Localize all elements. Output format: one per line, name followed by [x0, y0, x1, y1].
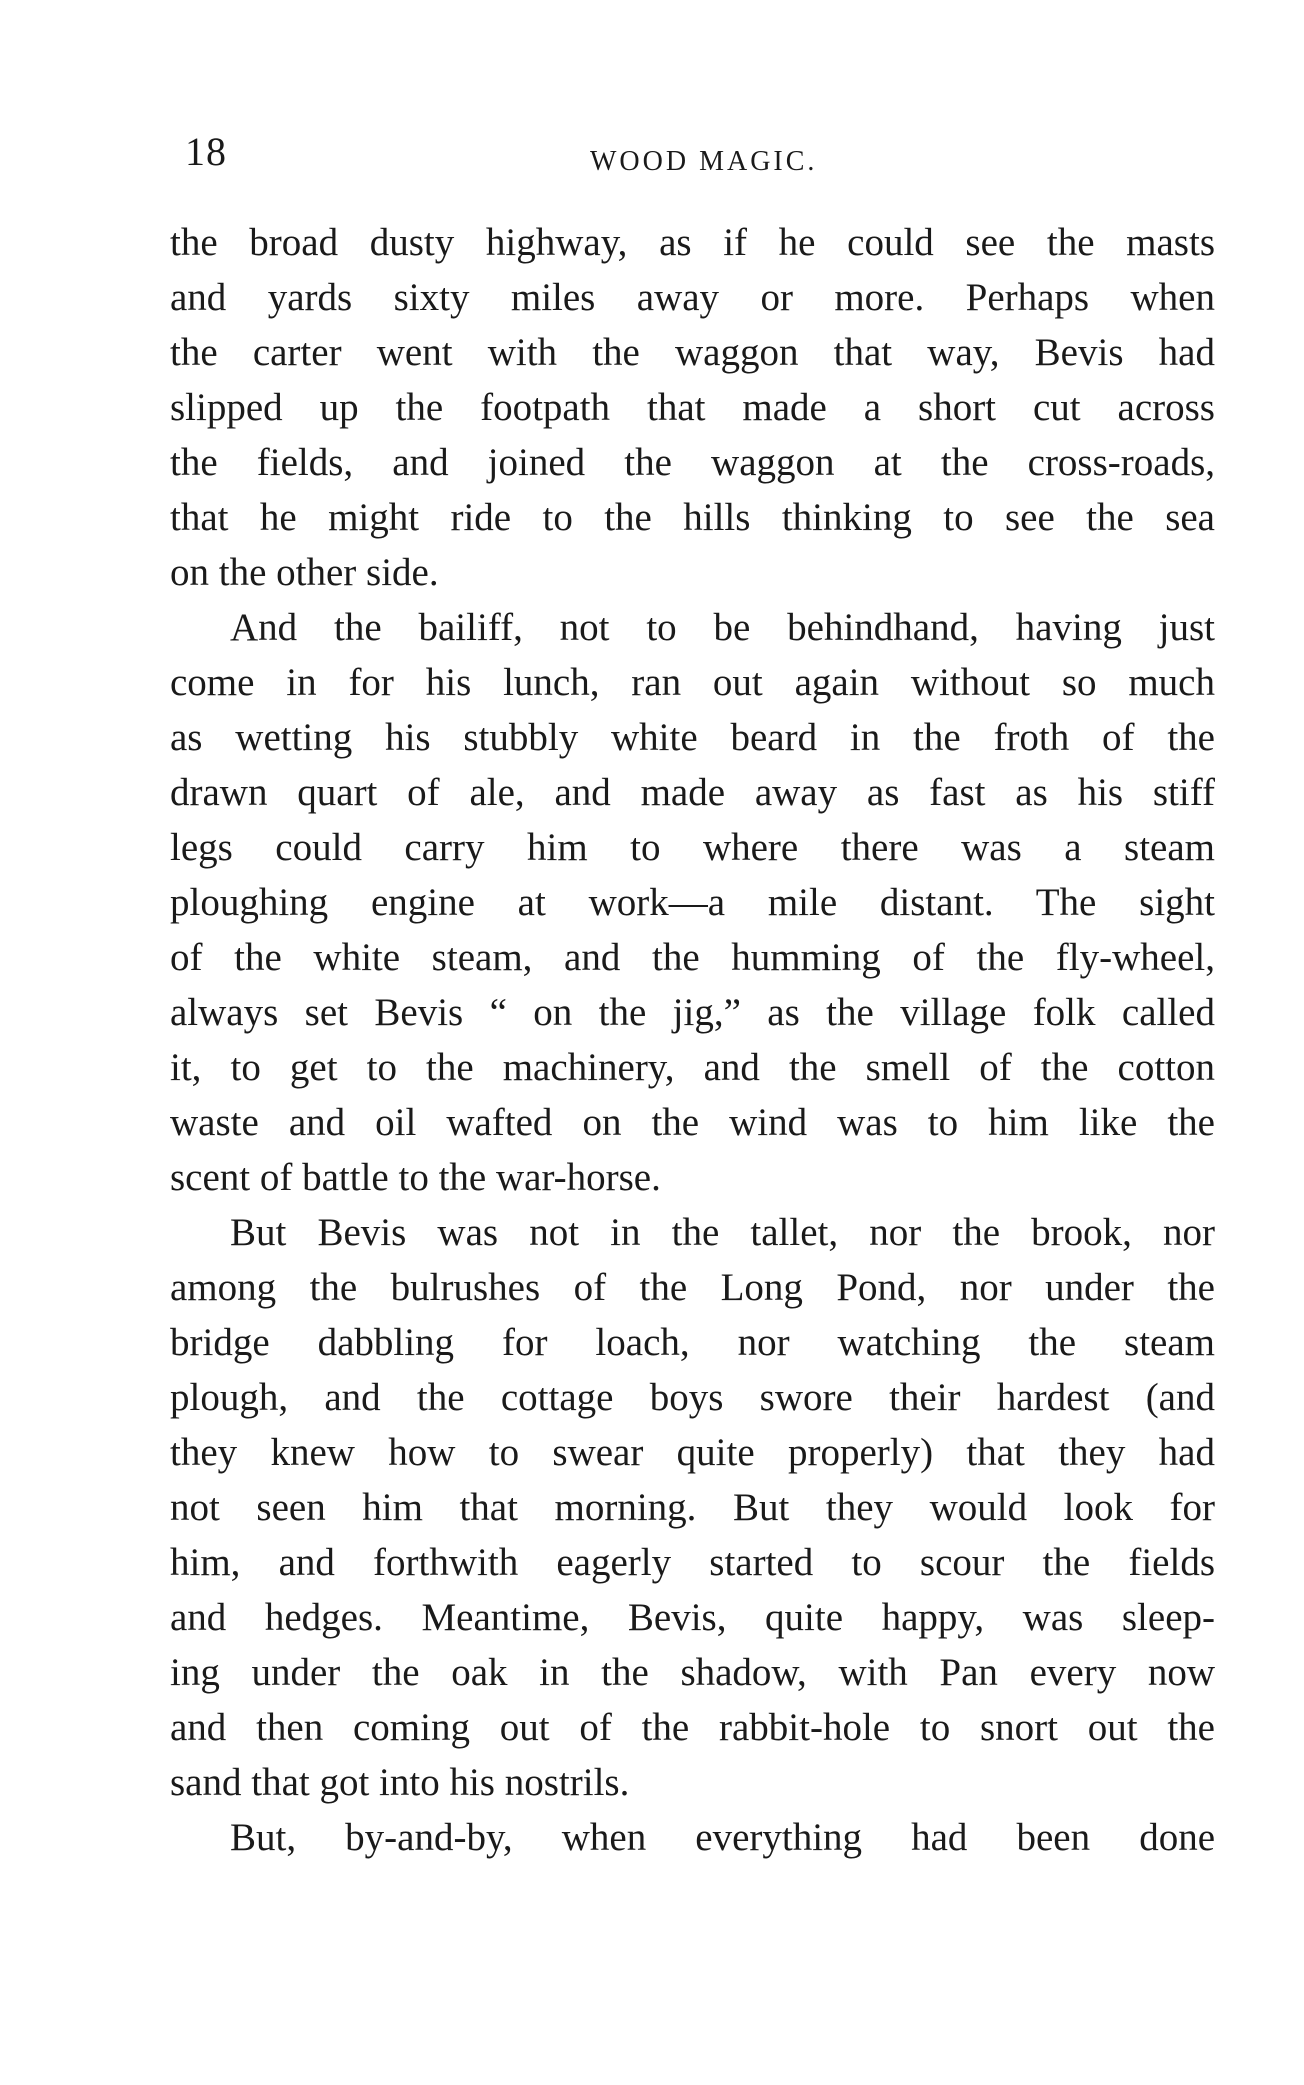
- text-line: legs could carry him to where there was a steam: [170, 826, 1215, 869]
- text-line: sand that got into his nostrils.: [170, 1761, 630, 1804]
- text-line: waste and oil wafted on the wind was to him like the: [170, 1101, 1215, 1144]
- text-line: that he might ride to the hills thinking to see the sea: [170, 496, 1215, 539]
- paragraph-2: [170, 600, 1215, 1205]
- text-line: scent of battle to the war-horse.: [170, 1156, 661, 1199]
- text-line: But Bevis was not in the tallet, nor the brook, nor: [230, 1211, 1215, 1254]
- page-header: [185, 128, 835, 188]
- text-line: plough, and the cottage boys swore their hardest (and: [170, 1376, 1215, 1419]
- text-line: they knew how to swear quite properly) that they had: [170, 1431, 1215, 1474]
- page-number: 18: [185, 129, 227, 174]
- text-line: him, and forthwith eagerly started to scour the fields: [170, 1541, 1215, 1584]
- text-line: on the other side.: [170, 551, 439, 594]
- text-line: ing under the oak in the shadow, with Pan every now: [170, 1651, 1215, 1694]
- text-line: and then coming out of the rabbit-hole to snort out the: [170, 1706, 1215, 1749]
- text-line: among the bulrushes of the Long Pond, nor under the: [170, 1266, 1215, 1309]
- text-line: the fields, and joined the waggon at the cross-roads,: [170, 441, 1215, 484]
- text-line: not seen him that morning. But they would look for: [170, 1486, 1215, 1529]
- text-line: ploughing engine at work—a mile distant. The sight: [170, 881, 1215, 924]
- body-text: [170, 215, 1215, 1865]
- text-line: and yards sixty miles away or more. Perhaps when: [170, 276, 1215, 319]
- text-line: drawn quart of ale, and made away as fast as his stiff: [170, 771, 1215, 814]
- running-head: WOOD MAGIC.: [590, 146, 818, 177]
- text-line: But, by-and-by, when everything had been done: [230, 1816, 1215, 1859]
- text-line: and hedges. Meantime, Bevis, quite happy, was sleep-: [170, 1596, 1215, 1639]
- text-line: slipped up the footpath that made a short cut across: [170, 386, 1215, 429]
- text-line: the broad dusty highway, as if he could see the masts: [170, 221, 1215, 264]
- text-line: And the bailiff, not to be behindhand, having just: [230, 606, 1215, 649]
- paragraph-4: [170, 1810, 1215, 1865]
- text-line: the carter went with the waggon that way, Bevis had: [170, 331, 1215, 374]
- text-line: as wetting his stubbly white beard in the froth of the: [170, 716, 1215, 759]
- paragraph-1: [170, 215, 1215, 600]
- text-line: bridge dabbling for loach, nor watching the steam: [170, 1321, 1215, 1364]
- text-line: come in for his lunch, ran out again without so much: [170, 661, 1215, 704]
- text-line: of the white steam, and the humming of the fly-wheel,: [170, 936, 1215, 979]
- text-line: it, to get to the machinery, and the smell of the cotton: [170, 1046, 1215, 1089]
- paragraph-3: [170, 1205, 1215, 1810]
- text-line: always set Bevis “ on the jig,” as the village folk called: [170, 991, 1215, 1034]
